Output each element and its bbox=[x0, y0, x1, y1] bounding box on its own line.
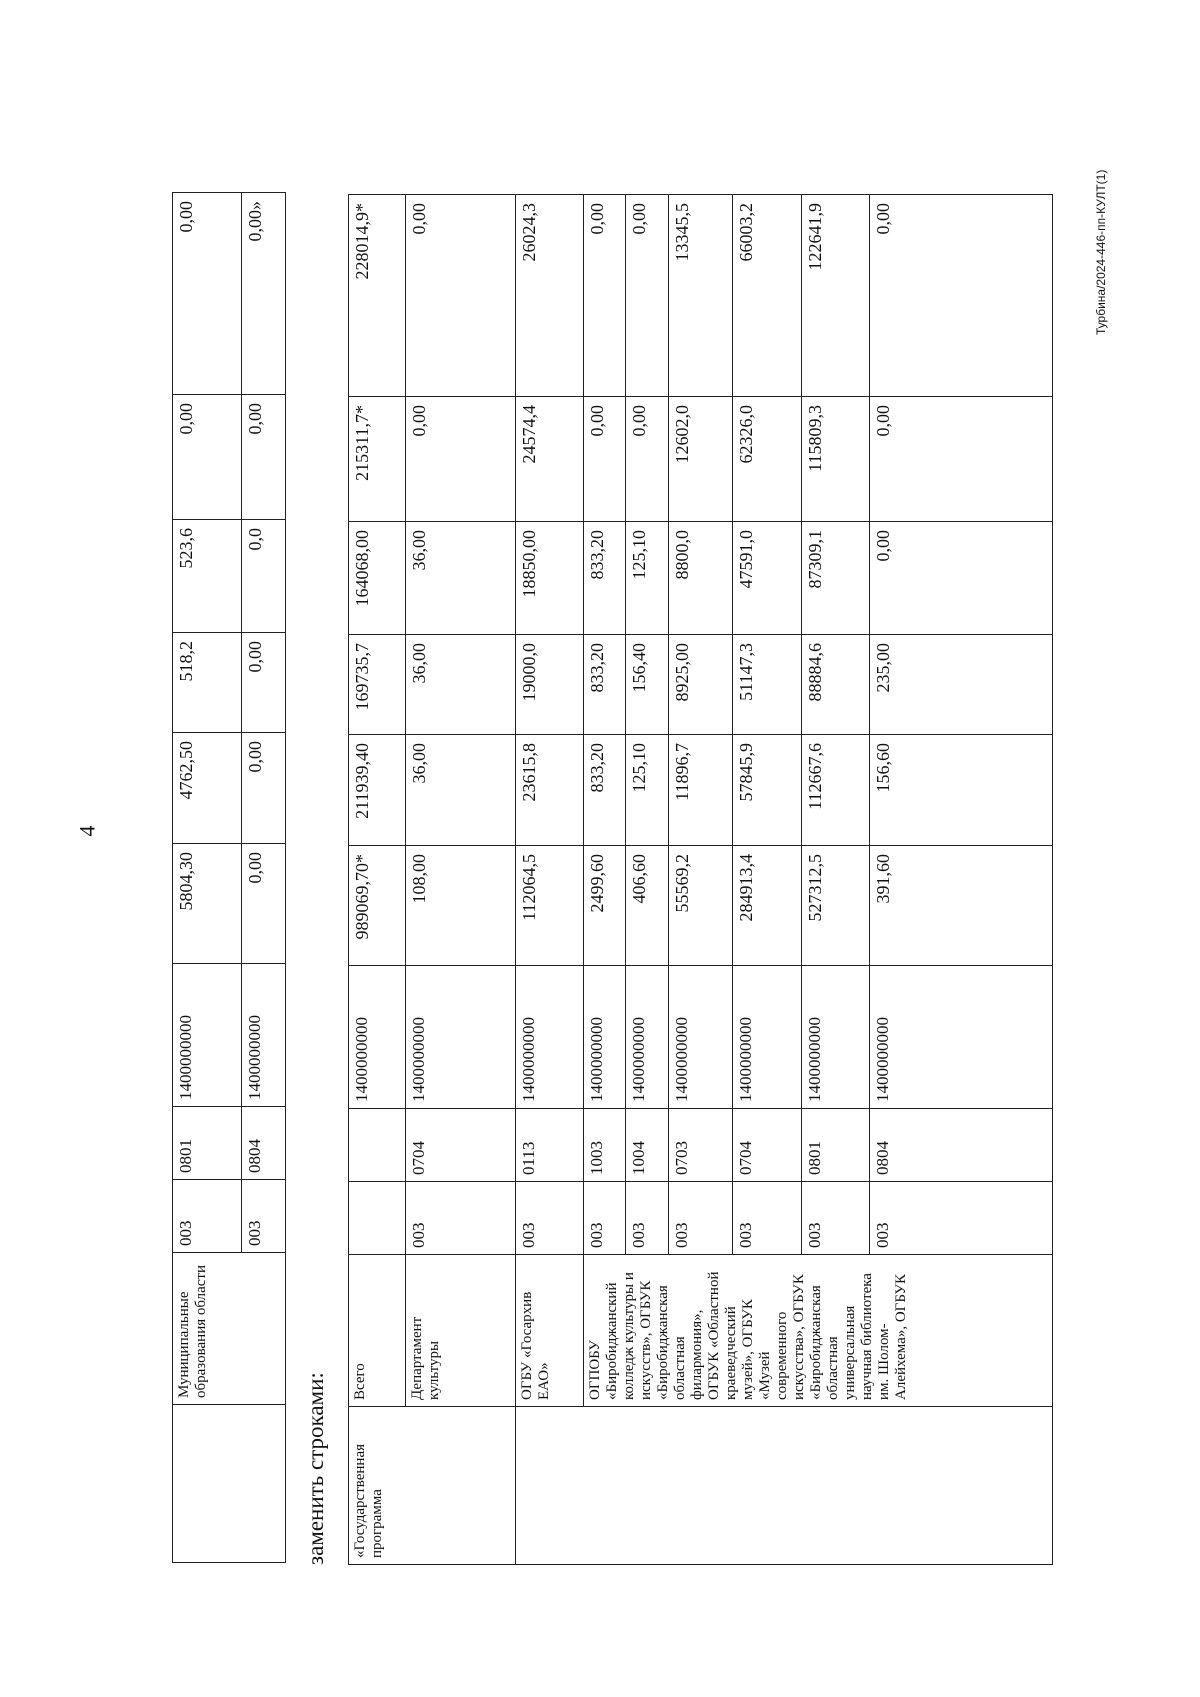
value-cell: 0,00 bbox=[242, 844, 286, 964]
program-empty-cell bbox=[516, 1407, 1053, 1565]
grbs-cell: 003 bbox=[242, 1180, 286, 1253]
rz-cell: 0113 bbox=[516, 1109, 584, 1182]
row-name: Департамент культуры bbox=[406, 1255, 516, 1407]
value-cell: 156,40 bbox=[626, 635, 669, 735]
top-table-rotated bbox=[172, 192, 286, 1563]
value-cell: 12602,0 bbox=[669, 397, 733, 522]
value-cell: 0,00 bbox=[406, 397, 516, 522]
value-cell: 0,00 bbox=[870, 522, 1053, 635]
value-cell: 0,00 bbox=[870, 397, 1053, 522]
value-cell: 406,60 bbox=[626, 846, 669, 966]
value-cell: 36,00 bbox=[406, 735, 516, 846]
value-cell: 36,00 bbox=[406, 522, 516, 635]
csr-cell: 1400000000 bbox=[516, 966, 584, 1109]
grbs-cell: 003 bbox=[406, 1182, 516, 1255]
csr-cell: 1400000000 bbox=[406, 966, 516, 1109]
program-label: «Государственная программа bbox=[349, 1407, 516, 1565]
csr-cell: 1400000000 bbox=[584, 966, 626, 1109]
value-cell: 2499,60 bbox=[584, 846, 626, 966]
value-cell: 112667,6 bbox=[802, 735, 870, 846]
csr-cell: 1400000000 bbox=[870, 966, 1053, 1109]
top-table-empty-cell bbox=[173, 1405, 286, 1563]
grbs-cell bbox=[349, 1182, 406, 1255]
value-cell: 284913,4 bbox=[733, 846, 802, 966]
value-cell: 24574,4 bbox=[516, 397, 584, 522]
value-cell: 0,00 bbox=[626, 397, 669, 522]
csr-cell: 1400000000 bbox=[349, 966, 406, 1109]
value-cell: 122641,9 bbox=[802, 195, 870, 397]
rz-cell: 0703 bbox=[669, 1109, 733, 1182]
value-cell: 66003,2 bbox=[733, 195, 802, 397]
value-cell: 108,00 bbox=[406, 846, 516, 966]
grbs-cell: 003 bbox=[173, 1180, 242, 1253]
row-name: ОГБУ «Госархив ЕАО» bbox=[516, 1255, 584, 1407]
value-cell: 36,00 bbox=[406, 635, 516, 735]
value-cell: 5804,30 bbox=[173, 844, 242, 964]
value-cell: 26024,3 bbox=[516, 195, 584, 397]
value-cell: 833,20 bbox=[584, 635, 626, 735]
top-table-row bbox=[173, 193, 242, 1563]
value-cell: 55569,2 bbox=[669, 846, 733, 966]
value-cell: 8925,00 bbox=[669, 635, 733, 735]
value-cell: 215311,7* bbox=[349, 397, 406, 522]
new-table bbox=[348, 194, 1053, 1565]
value-cell: 0,00 bbox=[242, 395, 286, 520]
grbs-cell: 003 bbox=[802, 1182, 870, 1255]
value-cell: 112064,5 bbox=[516, 846, 584, 966]
csr-cell: 1400000000 bbox=[242, 964, 286, 1107]
value-cell: 18850,00 bbox=[516, 522, 584, 635]
value-cell: 87309,1 bbox=[802, 522, 870, 635]
csr-cell: 1400000000 bbox=[626, 966, 669, 1109]
value-cell: 0,00 bbox=[406, 195, 516, 397]
rz-cell: 0801 bbox=[173, 1107, 242, 1180]
value-cell: 62326,0 bbox=[733, 397, 802, 522]
rz-cell: 1004 bbox=[626, 1109, 669, 1182]
value-cell: 115809,3 bbox=[802, 397, 870, 522]
value-cell: 125,10 bbox=[626, 522, 669, 635]
value-cell: 0,00 bbox=[626, 195, 669, 397]
value-cell: 19000,0 bbox=[516, 635, 584, 735]
value-cell: 0,00 bbox=[242, 733, 286, 844]
value-cell: 0,00» bbox=[242, 193, 286, 395]
value-cell: 235,00 bbox=[870, 635, 1053, 735]
rz-cell: 0704 bbox=[406, 1109, 516, 1182]
value-cell: 13345,5 bbox=[669, 195, 733, 397]
table-row bbox=[406, 195, 516, 1565]
grbs-cell: 003 bbox=[870, 1182, 1053, 1255]
grbs-cell: 003 bbox=[733, 1182, 802, 1255]
value-cell: 88884,6 bbox=[802, 635, 870, 735]
rz-cell: 0801 bbox=[802, 1109, 870, 1182]
value-cell: 833,20 bbox=[584, 735, 626, 846]
value-cell: 523,6 bbox=[173, 520, 242, 633]
rz-cell: 0804 bbox=[870, 1109, 1053, 1182]
value-cell: 391,60 bbox=[870, 846, 1053, 966]
rz-cell bbox=[349, 1109, 406, 1182]
top-table bbox=[172, 192, 286, 1563]
value-cell: 51147,3 bbox=[733, 635, 802, 735]
value-cell: 527312,5 bbox=[802, 846, 870, 966]
csr-cell: 1400000000 bbox=[733, 966, 802, 1109]
grbs-cell: 003 bbox=[516, 1182, 584, 1255]
value-cell: 8800,0 bbox=[669, 522, 733, 635]
value-cell: 0,00 bbox=[870, 195, 1053, 397]
value-cell: 0,00 bbox=[242, 633, 286, 733]
grbs-cell: 003 bbox=[669, 1182, 733, 1255]
csr-cell: 1400000000 bbox=[802, 966, 870, 1109]
value-cell: 211939,40 bbox=[349, 735, 406, 846]
value-cell: 0,00 bbox=[584, 195, 626, 397]
value-cell: 156,60 bbox=[870, 735, 1053, 846]
table-row bbox=[516, 195, 584, 1565]
value-cell: 0,00 bbox=[173, 193, 242, 395]
page-number: 4 bbox=[74, 825, 100, 837]
value-cell: 11896,7 bbox=[669, 735, 733, 846]
row-name: ОГПОБУ «Биробиджанский колледж культуры и искусств», ОГБУК «Биробиджанская областная филармония», ОГБУК «Областной краеведческий музей», ОГБУК «Музей современного искусства», ОГБУК «Биробиджанская областная универсальная научная библиотека им. Шолом-Алейхема», ОГБУК bbox=[584, 1255, 1053, 1407]
value-cell: 228014,9* bbox=[349, 195, 406, 397]
grbs-cell: 003 bbox=[584, 1182, 626, 1255]
value-cell: 833,20 bbox=[584, 522, 626, 635]
value-cell: 57845,9 bbox=[733, 735, 802, 846]
value-cell: 169735,7 bbox=[349, 635, 406, 735]
csr-cell: 1400000000 bbox=[173, 964, 242, 1107]
new-table-rotated bbox=[348, 194, 1053, 1565]
value-cell: 0,00 bbox=[584, 397, 626, 522]
value-cell: 23615,8 bbox=[516, 735, 584, 846]
value-cell: 164068,00 bbox=[349, 522, 406, 635]
rz-cell: 1003 bbox=[584, 1109, 626, 1182]
value-cell: 518,2 bbox=[173, 633, 242, 733]
replace-heading-rotated bbox=[303, 1372, 329, 1565]
table-row bbox=[349, 195, 406, 1565]
rz-cell: 0804 bbox=[242, 1107, 286, 1180]
footer-code: Турбина/2024-446-пп-КУЛТ(1) bbox=[1094, 169, 1108, 335]
replace-heading: заменить строками: bbox=[303, 1372, 328, 1565]
value-cell: 4762,50 bbox=[173, 733, 242, 844]
value-cell: 989069,70* bbox=[349, 846, 406, 966]
value-cell: 0,00 bbox=[173, 395, 242, 520]
rz-cell: 0704 bbox=[733, 1109, 802, 1182]
value-cell: 0,0 bbox=[242, 520, 286, 633]
value-cell: 125,10 bbox=[626, 735, 669, 846]
grbs-cell: 003 bbox=[626, 1182, 669, 1255]
table-row bbox=[584, 195, 626, 1565]
csr-cell: 1400000000 bbox=[669, 966, 733, 1109]
row-name: Всего bbox=[349, 1255, 406, 1407]
value-cell: 47591,0 bbox=[733, 522, 802, 635]
municipal-label: Муниципальные образования области bbox=[173, 1253, 286, 1405]
